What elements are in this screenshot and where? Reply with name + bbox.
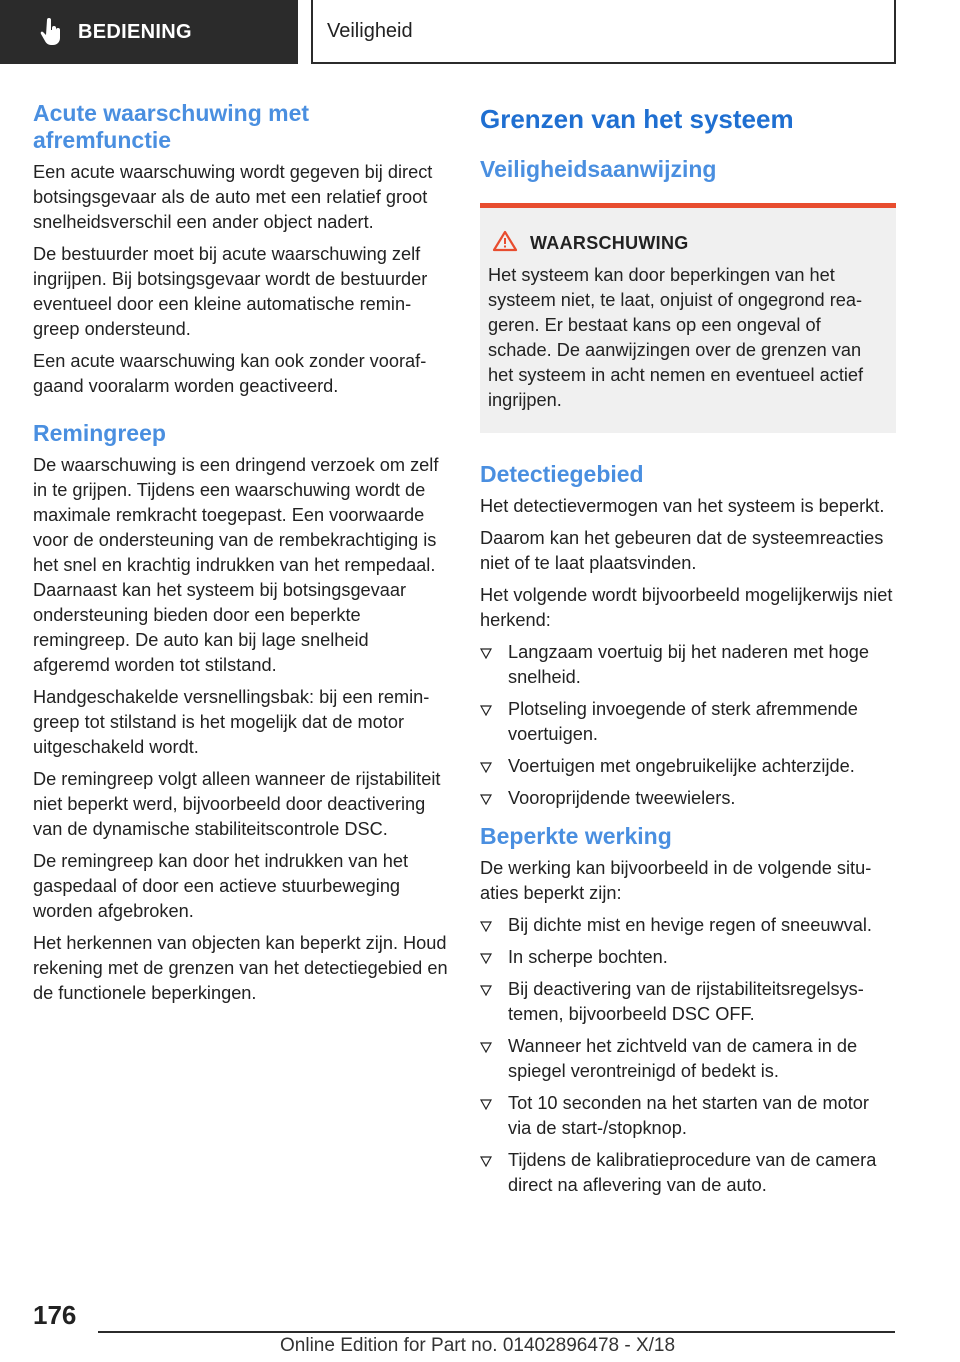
limitation-list [480, 913, 896, 1198]
edition-note: Online Edition for Part no. 01402896478 - X/18 [280, 1335, 676, 1356]
warning-triangle-icon [492, 230, 518, 257]
paragraph: Het volgende wordt bijvoorbeeld mogelijkerwijs niet herkend: [480, 585, 893, 630]
chapter-tab [0, 0, 298, 64]
list-item: Tot 10 seconden na het starten van de motor via de start-/stopknop. [480, 1091, 896, 1141]
page-number: 176 [33, 1300, 77, 1330]
heading-remingreep: Remingreep [33, 420, 166, 446]
triangle-bullet-icon [480, 913, 508, 938]
warning-title-row [488, 230, 888, 257]
list-item: Wanneer het zichtveld van de camera in de spiegel verontreinigd of bedekt is. [480, 1034, 896, 1084]
list-item: Bij deactivering van de rijstabiliteitsregelsystemen, bijvoorbeeld DSC OFF. [480, 977, 896, 1027]
right-column [480, 100, 896, 1210]
triangle-bullet-icon [480, 1091, 508, 1141]
heading-safety-note: Veiligheidsaanwijzing [480, 156, 717, 182]
paragraph: Daarom kan het gebeuren dat de systeemreacties niet of te laat plaatsvinden. [480, 528, 884, 573]
heading-system-limits: Grenzen van het systeem [480, 104, 794, 134]
detection-list [480, 640, 896, 811]
paragraph: Het detectievermogen van het systeem is beperkt. [480, 496, 885, 516]
triangle-bullet-icon [480, 1148, 508, 1198]
footer-divider [98, 1331, 895, 1333]
triangle-bullet-icon [480, 697, 508, 747]
heading-detection-area: Detectiegebied [480, 461, 644, 487]
heading-acute-warning: Acute waarschuwing met afremfunctie [33, 100, 310, 153]
hand-pointer-icon [40, 18, 64, 46]
triangle-bullet-icon [480, 786, 508, 811]
triangle-bullet-icon [480, 754, 508, 779]
triangle-bullet-icon [480, 640, 508, 690]
list-item: Tijdens de kalibratieprocedure van de camera direct na aflevering van de auto. [480, 1148, 896, 1198]
triangle-bullet-icon [480, 945, 508, 970]
section-header [311, 0, 896, 64]
heading-limited-function: Beperkte werking [480, 823, 672, 849]
list-item: Bij dichte mist en hevige regen of sneeuwval. [480, 913, 896, 938]
paragraph: Het herkennen van objecten kan beperkt zijn. Houd rekening met de grenzen van het detectiegebied en de functionele beperkingen. [33, 933, 448, 1003]
warning-box [480, 203, 896, 433]
list-item: Voertuigen met ongebruikelijke achterzijde. [480, 754, 896, 779]
list-item: Vooroprijdende tweewielers. [480, 786, 896, 811]
paragraph: De waarschuwing is een dringend verzoek om zelf in te grijpen. Tijdens een waarschuwing wordt de maximale remkracht toegepast. Een voorwaarde voor de ondersteuning van de rembekrachtiging is het snel en krachtig indrukken van het rempedaal. Daarnaast kan het systeem bij botsingsgevaar ondersteuning bieden door een beperkte remingreep. De auto kan bij lage snelheid afgeremd worden tot stilstand. [33, 455, 439, 675]
paragraph: Een acute waarschuwing kan ook zonder voorafgaand vooralarm worden geactiveerd. [33, 351, 427, 396]
paragraph: Handgeschakelde versnellingsbak: bij een remingreep tot stilstand is het mogelijk dat de motor uitgeschakeld wordt. [33, 687, 430, 757]
warning-title: WAARSCHUWING [530, 233, 689, 253]
left-column [33, 100, 449, 1013]
paragraph: Een acute waarschuwing wordt gegeven bij direct botsingsgevaar als de auto met een relatief groot snelheidsverschil een ander object nadert. [33, 162, 433, 232]
paragraph: De bestuurder moet bij acute waarschuwing zelf ingrijpen. Bij botsingsgevaar wordt de bestuurder eventueel door een kleine automatische remingreep ondersteund. [33, 244, 428, 339]
paragraph: De werking kan bijvoorbeeld in de volgende situaties beperkt zijn: [480, 858, 872, 903]
paragraph: De remingreep volgt alleen wanneer de rijstabiliteit niet beperkt werd, bijvoorbeeld door deactivering van de dynamische stabiliteitscontrole DSC. [33, 769, 441, 839]
section-label: Veiligheid [327, 19, 413, 42]
chapter-label: BEDIENING [78, 20, 192, 43]
list-item: In scherpe bochten. [480, 945, 896, 970]
paragraph: De remingreep kan door het indrukken van het gaspedaal of door een actieve stuurbeweging worden afgebroken. [33, 851, 409, 921]
list-item: Plotseling invoegende of sterk afremmende voertuigen. [480, 697, 896, 747]
triangle-bullet-icon [480, 1034, 508, 1084]
list-item: Langzaam voertuig bij het naderen met hoge snelheid. [480, 640, 896, 690]
warning-text: Het systeem kan door beperkingen van het systeem niet, te laat, onjuist of ongegrond reageren. Er bestaat kans op een ongeval of schade. De aanwijzingen over de grenzen van het systeem in acht nemen en eventueel actief ingrijpen. [488, 265, 864, 410]
triangle-bullet-icon [480, 977, 508, 1027]
